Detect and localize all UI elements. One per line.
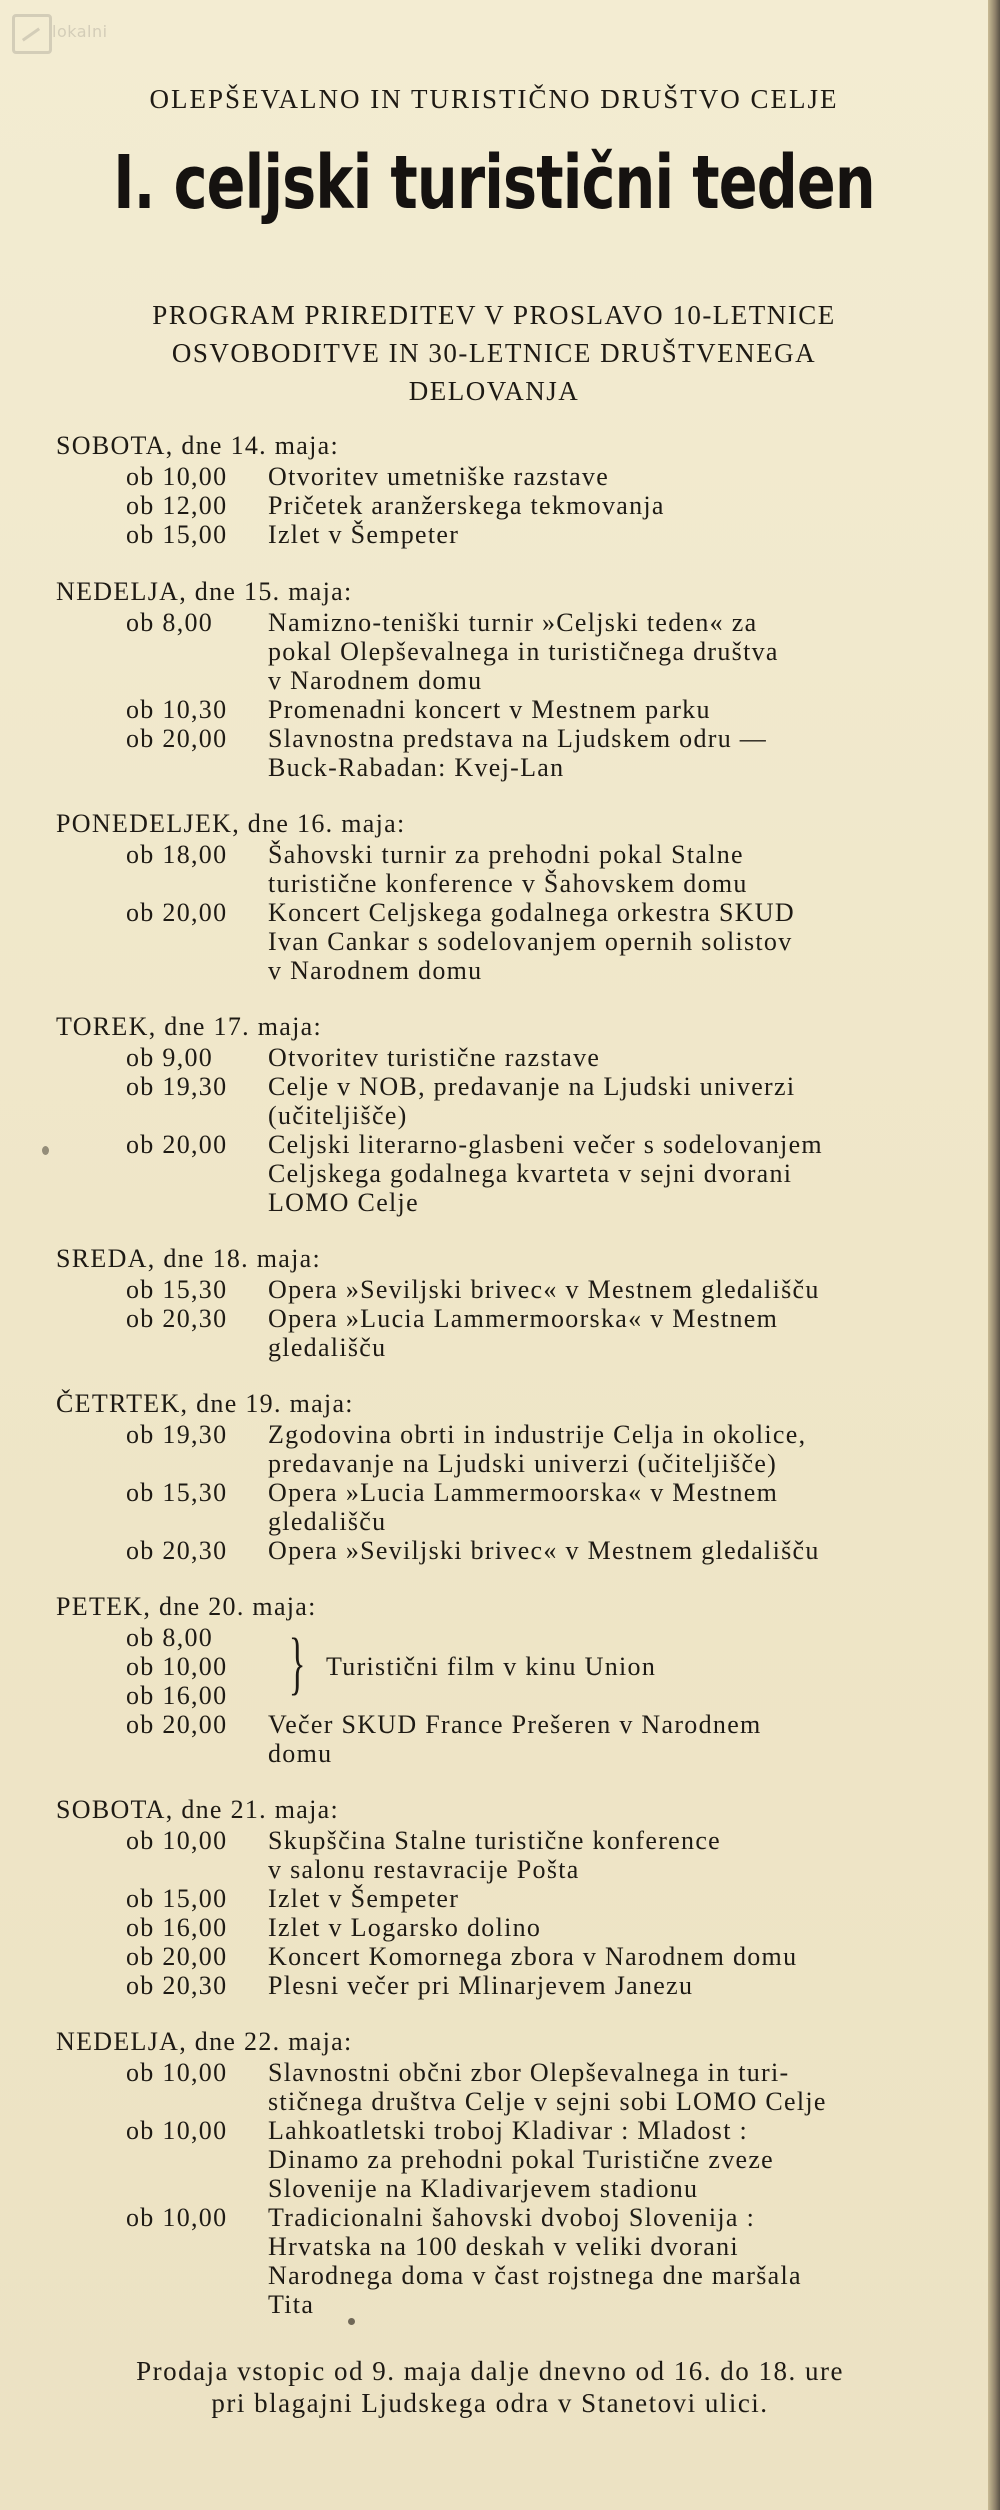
event-time: ob 8,00 xyxy=(126,1623,214,1652)
event-row xyxy=(56,840,956,898)
event-row xyxy=(56,1478,956,1536)
event-row xyxy=(56,1304,956,1362)
event-time: ob 10,00 xyxy=(126,462,228,491)
day-block xyxy=(56,1591,956,1768)
event-time: ob 15,30 xyxy=(126,1478,228,1507)
event-row xyxy=(56,1681,956,1710)
day-block xyxy=(56,2026,956,2319)
event-time: ob 20,30 xyxy=(126,1971,228,2000)
event-text: Opera »Seviljski brivec« v Mestnem gledališču xyxy=(268,1275,820,1304)
event-row xyxy=(56,1826,956,1884)
day-block xyxy=(56,576,956,782)
event-text: Lahkoatletski troboj Kladivar : Mladost : Dinamo za prehodni pokal Turistične zveze Slovenije na Kladivarjevem stadionu xyxy=(268,2116,775,2203)
event-time: ob 10,00 xyxy=(126,1826,228,1855)
event-row xyxy=(56,1971,956,2000)
event-row xyxy=(56,695,956,724)
event-time: ob 10,30 xyxy=(126,695,228,724)
day-block xyxy=(56,430,956,549)
event-row xyxy=(56,1623,956,1652)
event-time: ob 12,00 xyxy=(126,491,228,520)
event-text: Večer SKUD France Prešeren v Narodnem domu xyxy=(268,1710,762,1768)
event-row xyxy=(56,2203,956,2319)
event-time: ob 20,00 xyxy=(126,724,228,753)
event-time: ob 16,00 xyxy=(126,1681,228,1710)
day-heading: ČETRTEK, dne 19. maja: xyxy=(56,1389,354,1418)
event-text: Koncert Celjskega godalnega orkestra SKUD Ivan Cankar s sodelovanjem opernih solistov v Narodnem domu xyxy=(268,898,795,985)
event-row xyxy=(56,462,956,491)
event-row xyxy=(56,2058,956,2116)
event-text: Opera »Lucia Lammermoorska« v Mestnem gledališču xyxy=(268,1304,779,1362)
program-subtitle: PROGRAM PRIREDITEV V PROSLAVO 10-LETNICE OSVOBODITVE IN 30-LETNICE DRUŠTVENEGA DELOVANJA xyxy=(152,300,836,406)
event-text: Pričetek aranžerskega tekmovanja xyxy=(268,491,665,520)
event-text: Izlet v Šempeter xyxy=(268,520,460,549)
event-text: Izlet v Logarsko dolino xyxy=(268,1913,542,1942)
event-text: Turistični film v kinu Union xyxy=(326,1652,657,1681)
event-text: Otvoritev umetniške razstave xyxy=(268,462,610,491)
event-text: Zgodovina obrti in industrije Celja in okolice, predavanje na Ljudski univerzi (učiteljišče) xyxy=(268,1420,807,1478)
day-block xyxy=(56,1794,956,2000)
day-heading: SOBOTA, dne 21. maja: xyxy=(56,1795,340,1824)
bracket-symbol: } xyxy=(288,1625,307,1702)
day-block xyxy=(56,1243,956,1362)
event-text: Celjski literarno-glasbeni večer s sodelovanjem Celjskega godalnega kvarteta v sejni dvorani LOMO Celje xyxy=(268,1130,823,1217)
day-heading: TOREK, dne 17. maja: xyxy=(56,1012,322,1041)
event-row xyxy=(56,2116,956,2203)
event-text: Šahovski turnir za prehodni pokal Stalne turistične konference v Šahovskem domu xyxy=(268,840,748,898)
event-row xyxy=(56,1710,956,1768)
ticket-sales-note: Prodaja vstopic od 9. maja dalje dnevno od 16. do 18. ure pri blagajni Ljudskega odra v Stanetovi ulici. xyxy=(136,2356,844,2418)
event-time: ob 15,00 xyxy=(126,520,228,549)
event-text: Celje v NOB, predavanje na Ljudski univerzi (učiteljišče) xyxy=(268,1072,796,1130)
logo-icon xyxy=(12,14,52,54)
event-time: ob 15,30 xyxy=(126,1275,228,1304)
event-row xyxy=(56,724,956,782)
event-text: Koncert Komornega zbora v Narodnem domu xyxy=(268,1942,798,1971)
society-name: OLEPŠEVALNO IN TURISTIČNO DRUŠTVO CELJE xyxy=(149,84,839,114)
event-row xyxy=(56,1942,956,1971)
event-row xyxy=(56,1913,956,1942)
event-row xyxy=(56,608,956,695)
event-time: ob 20,00 xyxy=(126,1710,228,1739)
event-time: ob 8,00 xyxy=(126,608,214,637)
event-row xyxy=(56,1420,956,1478)
event-text: Skupščina Stalne turistične konference v salonu restavracije Pošta xyxy=(268,1826,721,1884)
event-text: Opera »Seviljski brivec« v Mestnem gledališču xyxy=(268,1536,820,1565)
event-row xyxy=(56,1043,956,1072)
event-row xyxy=(56,491,956,520)
day-heading: PETEK, dne 20. maja: xyxy=(56,1592,317,1621)
day-block xyxy=(56,1388,956,1565)
event-text: Tradicionalni šahovski dvoboj Slovenija : Hrvatska na 100 deskah v veliki dvorani Narodnega doma v čast rojstnega dne maršala Tita xyxy=(268,2203,802,2319)
day-heading: PONEDELJEK, dne 16. maja: xyxy=(56,809,406,838)
event-text: Promenadni koncert v Mestnem parku xyxy=(268,695,711,724)
day-heading: SREDA, dne 18. maja: xyxy=(56,1244,322,1273)
event-time: ob 10,00 xyxy=(126,2116,228,2145)
event-time: ob 20,00 xyxy=(126,898,228,927)
event-time: ob 16,00 xyxy=(126,1913,228,1942)
event-time: ob 15,00 xyxy=(126,1884,228,1913)
event-time: ob 10,00 xyxy=(126,2058,228,2087)
logo-text: lokalni xyxy=(52,22,108,41)
event-time: ob 20,00 xyxy=(126,1942,228,1971)
event-row xyxy=(56,898,956,985)
page-title: I. celjski turistični teden xyxy=(113,140,875,226)
day-heading: NEDELJA, dne 22. maja: xyxy=(56,2027,353,2056)
event-row xyxy=(56,1652,956,1681)
event-time: ob 20,30 xyxy=(126,1536,228,1565)
event-row xyxy=(56,520,956,549)
day-block xyxy=(56,808,956,985)
watermark-logo xyxy=(12,14,112,54)
event-row xyxy=(56,1536,956,1565)
event-time: ob 18,00 xyxy=(126,840,228,869)
event-text: Plesni večer pri Mlinarjevem Janezu xyxy=(268,1971,694,2000)
ink-spot xyxy=(348,2318,355,2325)
event-row xyxy=(56,1884,956,1913)
event-time: ob 10,00 xyxy=(126,1652,228,1681)
event-time: ob 20,30 xyxy=(126,1304,228,1333)
event-row xyxy=(56,1275,956,1304)
event-time: ob 9,00 xyxy=(126,1043,214,1072)
event-text: Izlet v Šempeter xyxy=(268,1884,460,1913)
paper-edge xyxy=(988,0,1000,2510)
event-text: Opera »Lucia Lammermoorska« v Mestnem gledališču xyxy=(268,1478,779,1536)
ink-spot xyxy=(42,1146,49,1155)
event-time: ob 19,30 xyxy=(126,1420,228,1449)
day-block xyxy=(56,1011,956,1217)
event-text: Slavnostni občni zbor Olepševalnega in turi- stičnega društva Celje v sejni sobi LOMO Celje xyxy=(268,2058,827,2116)
event-time: ob 19,30 xyxy=(126,1072,228,1101)
event-text: Otvoritev turistične razstave xyxy=(268,1043,601,1072)
day-heading: NEDELJA, dne 15. maja: xyxy=(56,577,353,606)
day-heading: SOBOTA, dne 14. maja: xyxy=(56,431,340,460)
event-row xyxy=(56,1130,956,1217)
event-time: ob 10,00 xyxy=(126,2203,228,2232)
event-row xyxy=(56,1072,956,1130)
event-time: ob 20,00 xyxy=(126,1130,228,1159)
event-text: Slavnostna predstava na Ljudskem odru — Buck-Rabadan: Kvej-Lan xyxy=(268,724,768,782)
event-text: Namizno-teniški turnir »Celjski teden« za pokal Olepševalnega in turističnega društva v Narodnem domu xyxy=(268,608,779,695)
